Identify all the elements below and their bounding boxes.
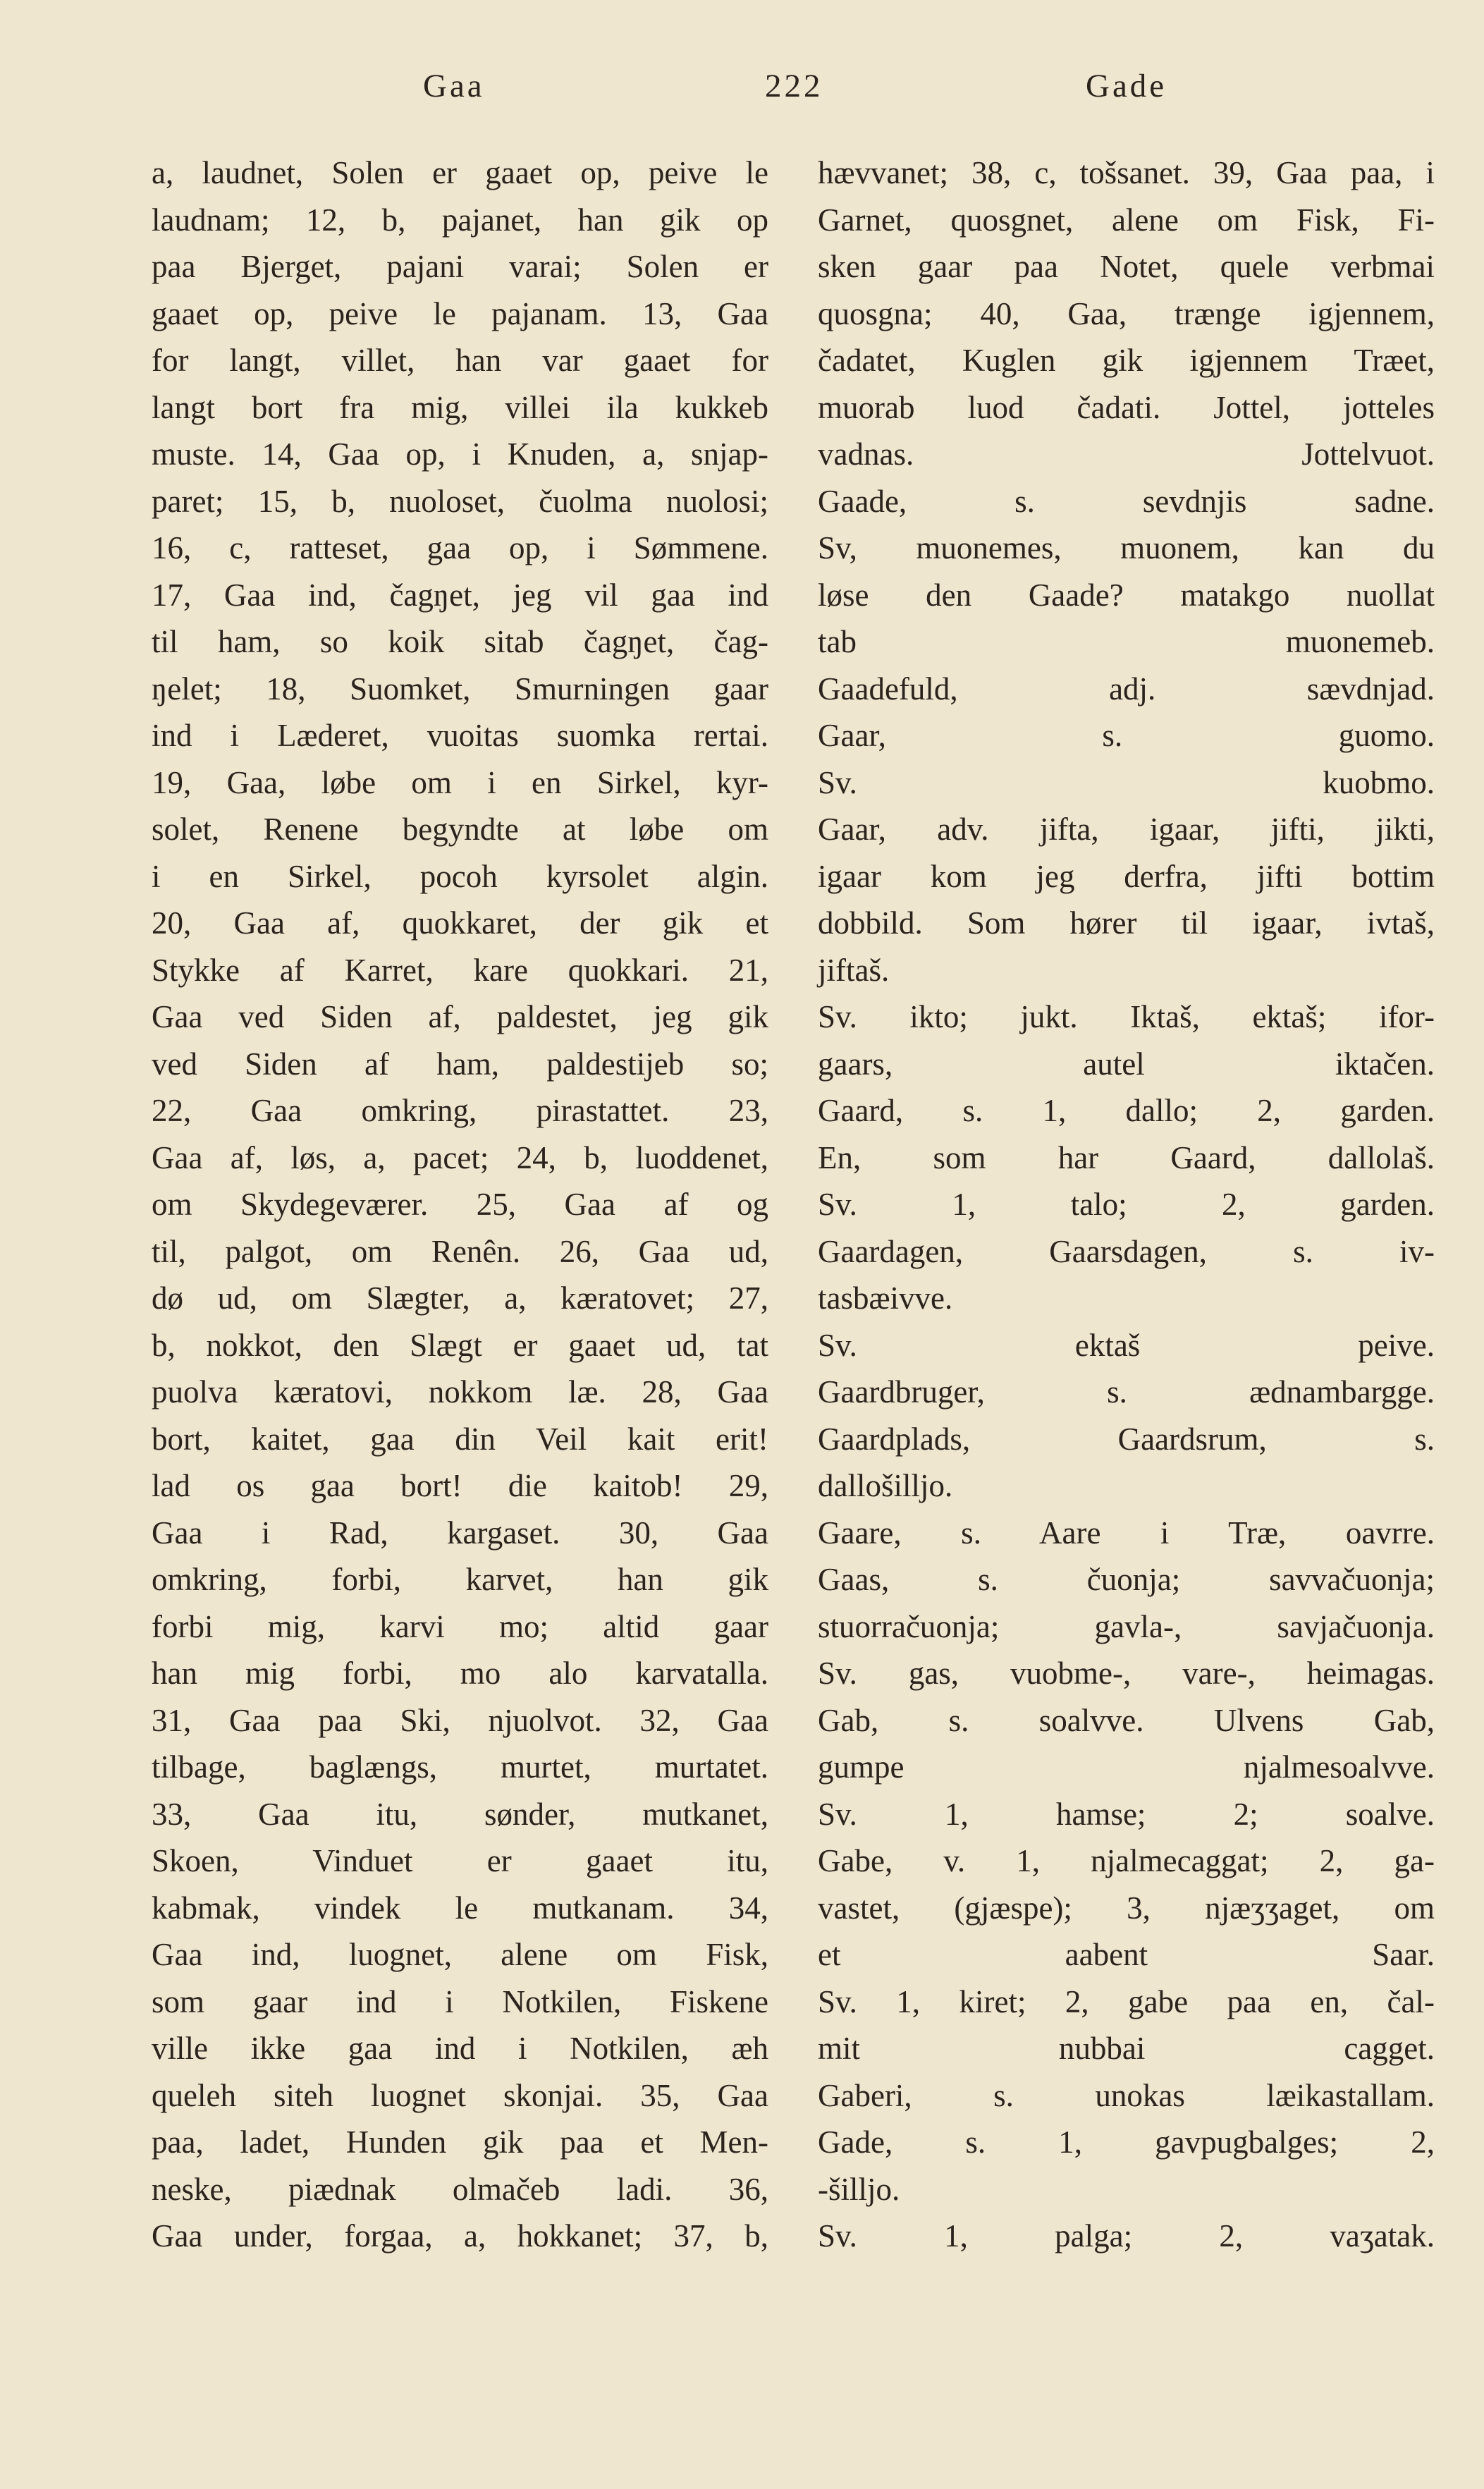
text-line: 16, c, ratteset, gaa op, i Sømmene. [152, 530, 768, 565]
right-column [818, 149, 1435, 2260]
text-line: Gaa under, forgaa, a, hokkanet; 37, b, [152, 2218, 768, 2253]
text-line: vadnas. Jottelvuot. [818, 436, 1435, 472]
text-line: kabmak, vindek le mutkanam. 34, [152, 1890, 768, 1926]
text-line: 22, Gaa omkring, pirastattet. 23, [152, 1093, 768, 1128]
text-line: forbi mig, karvi mo; altid gaar [152, 1608, 768, 1644]
header-left-word: Gaa [423, 68, 485, 104]
text-line: gaaet op, peive le pajanam. 13, Gaa [152, 295, 768, 331]
text-line: čadatet, Kuglen gik igjennem Træet, [818, 343, 1435, 378]
text-line: til, palgot, om Renên. 26, Gaa ud, [152, 1233, 768, 1269]
text-line: En, som har Gaard, dallolaš. [818, 1139, 1435, 1175]
text-line: Gaar, s. guomo. [818, 718, 1435, 753]
text-line: muorab luod čadati. Jottel, jotteles [818, 389, 1435, 425]
text-line: dobbild. Som hører til igaar, ivtaš, [818, 905, 1435, 941]
text-line: et aabent Saar. [818, 1937, 1435, 1972]
text-line: Gaard, s. 1, dallo; 2, garden. [818, 1093, 1435, 1128]
text-line: gumpe njalmesoalvve. [818, 1749, 1435, 1785]
text-line: -šilljo. [818, 2171, 900, 2207]
text-line: igaar kom jeg derfra, jifti bottim [818, 858, 1435, 894]
text-line: som gaar ind i Notkilen, Fiskene [152, 1983, 768, 2019]
text-line: quosgna; 40, Gaa, trænge igjennem, [818, 295, 1435, 331]
text-line: paa, ladet, Hunden gik paa et Men- [152, 2124, 768, 2160]
header-right-word: Gade [1086, 68, 1167, 104]
text-line: Sv, muonemes, muonem, kan du [818, 530, 1435, 565]
text-line: a, laudnet, Solen er gaaet op, peive le [152, 155, 768, 190]
text-line: tasbæivve. [818, 1280, 953, 1316]
text-line: Gaade, s. sevdnjis sadne. [818, 483, 1435, 519]
text-line: b, nokkot, den Slægt er gaaet ud, tat [152, 1327, 768, 1363]
text-line: 20, Gaa af, quokkaret, der gik et [152, 905, 768, 941]
text-line: Gaberi, s. unokas læikastallam. [818, 2077, 1435, 2113]
text-line: 31, Gaa paa Ski, njuolvot. 32, Gaa [152, 1702, 768, 1738]
text-line: Sv. 1, talo; 2, garden. [818, 1187, 1435, 1222]
text-line: om Skydegeværer. 25, Gaa af og [152, 1187, 768, 1222]
text-line: Gaas, s. čuonja; savvačuonja; [818, 1562, 1435, 1597]
text-line: til ham, so koik sitab čagŋet, čag- [152, 624, 768, 659]
text-line: Skoen, Vinduet er gaaet itu, [152, 1843, 768, 1878]
text-line: ind i Læderet, vuoitas suomka rertai. [152, 718, 768, 753]
text-line: tab muonemeb. [818, 624, 1435, 659]
text-line: Sv. gas, vuobme-, vare-, heimagas. [818, 1656, 1435, 1691]
page-number: 222 [765, 68, 823, 104]
text-line: bort, kaitet, gaa din Veil kait erit! [152, 1421, 768, 1457]
text-line: tilbage, baglængs, murtet, murtatet. [152, 1749, 768, 1785]
text-line: Stykke af Karret, kare quokkari. 21, [152, 952, 768, 988]
text-line: paa Bjerget, pajani varai; Solen er [152, 249, 768, 284]
text-line: ŋelet; 18, Suomket, Smurningen gaar [152, 671, 768, 707]
text-line: Gaar, adv. jifta, igaar, jifti, jikti, [818, 812, 1435, 847]
text-line: Sv. ikto; jukt. Iktaš, ektaš; ifor- [818, 999, 1435, 1034]
text-line: omkring, forbi, karvet, han gik [152, 1562, 768, 1597]
text-line: Gade, s. 1, gavpugbalges; 2, [818, 2124, 1435, 2160]
text-line: Gaardplads, Gaardsrum, s. [818, 1421, 1435, 1457]
text-line: i en Sirkel, pocoh kyrsolet algin. [152, 858, 768, 894]
text-line: gaars, autel iktačen. [818, 1046, 1435, 1082]
text-line: queleh siteh luognet skonjai. 35, Gaa [152, 2077, 768, 2113]
text-line: Sv. 1, palga; 2, vaʒatak. [818, 2218, 1435, 2253]
text-line: Gaa ved Siden af, paldestet, jeg gik [152, 999, 768, 1034]
text-line: Gaardagen, Gaarsdagen, s. iv- [818, 1233, 1435, 1269]
text-line: Gaare, s. Aare i Træ, oavrre. [818, 1515, 1435, 1551]
text-line: dallošilljo. [818, 1468, 953, 1503]
text-line: mit nubbai cagget. [818, 2031, 1435, 2066]
text-line: puolva kæratovi, nokkom læ. 28, Gaa [152, 1374, 768, 1409]
text-line: solet, Renene begyndte at løbe om [152, 812, 768, 847]
text-line: Gab, s. soalvve. Ulvens Gab, [818, 1702, 1435, 1738]
left-column [152, 149, 768, 2260]
text-line: løse den Gaade? matakgo nuollat [818, 577, 1435, 613]
text-line: jiftaš. [818, 952, 890, 988]
text-line: Gaa af, løs, a, pacet; 24, b, luoddenet, [152, 1139, 768, 1175]
text-line: Gaa ind, luognet, alene om Fisk, [152, 1937, 768, 1972]
text-line: 17, Gaa ind, čagŋet, jeg vil gaa ind [152, 577, 768, 613]
text-line: dø ud, om Slægter, a, kæratovet; 27, [152, 1280, 768, 1316]
text-line: Sv. 1, kiret; 2, gabe paa en, čal- [818, 1983, 1435, 2019]
text-line: langt bort fra mig, villei ila kukkeb [152, 389, 768, 425]
text-line: for langt, villet, han var gaaet for [152, 343, 768, 378]
text-line: Sv. 1, hamse; 2; soalve. [818, 1796, 1435, 1832]
text-line: lad os gaa bort! die kaitob! 29, [152, 1468, 768, 1503]
text-line: Gabe, v. 1, njalmecaggat; 2, ga- [818, 1843, 1435, 1878]
text-line: han mig forbi, mo alo karvatalla. [152, 1656, 768, 1691]
text-line: 19, Gaa, løbe om i en Sirkel, kyr- [152, 764, 768, 800]
text-line: laudnam; 12, b, pajanet, han gik op [152, 202, 768, 238]
text-line: Gaa i Rad, kargaset. 30, Gaa [152, 1515, 768, 1551]
text-line: muste. 14, Gaa op, i Knuden, a, snjap- [152, 436, 768, 472]
running-header [0, 67, 1484, 123]
text-line: neske, piædnak olmačeb ladi. 36, [152, 2171, 768, 2207]
text-line: Garnet, quosgnet, alene om Fisk, Fi- [818, 202, 1435, 238]
text-line: hævvanet; 38, c, tošsanet. 39, Gaa paa, i [818, 155, 1435, 190]
text-line: 33, Gaa itu, sønder, mutkanet, [152, 1796, 768, 1832]
text-line: Gaardbruger, s. ædnambargge. [818, 1374, 1435, 1409]
text-line: sken gaar paa Notet, quele verbmai [818, 249, 1435, 284]
text-line: stuorračuonja; gavla-, savjačuonja. [818, 1608, 1435, 1644]
text-line: ville ikke gaa ind i Notkilen, æh [152, 2031, 768, 2066]
text-line: paret; 15, b, nuoloset, čuolma nuolosi; [152, 483, 768, 519]
text-line: vastet, (gjæspe); 3, njæʒʒaget, om [818, 1890, 1435, 1926]
text-line: ved Siden af ham, paldestijeb so; [152, 1046, 768, 1082]
text-line: Sv. ektaš peive. [818, 1327, 1435, 1363]
text-line: Gaadefuld, adj. sævdnjad. [818, 671, 1435, 707]
text-line: Sv. kuobmo. [818, 764, 1435, 800]
